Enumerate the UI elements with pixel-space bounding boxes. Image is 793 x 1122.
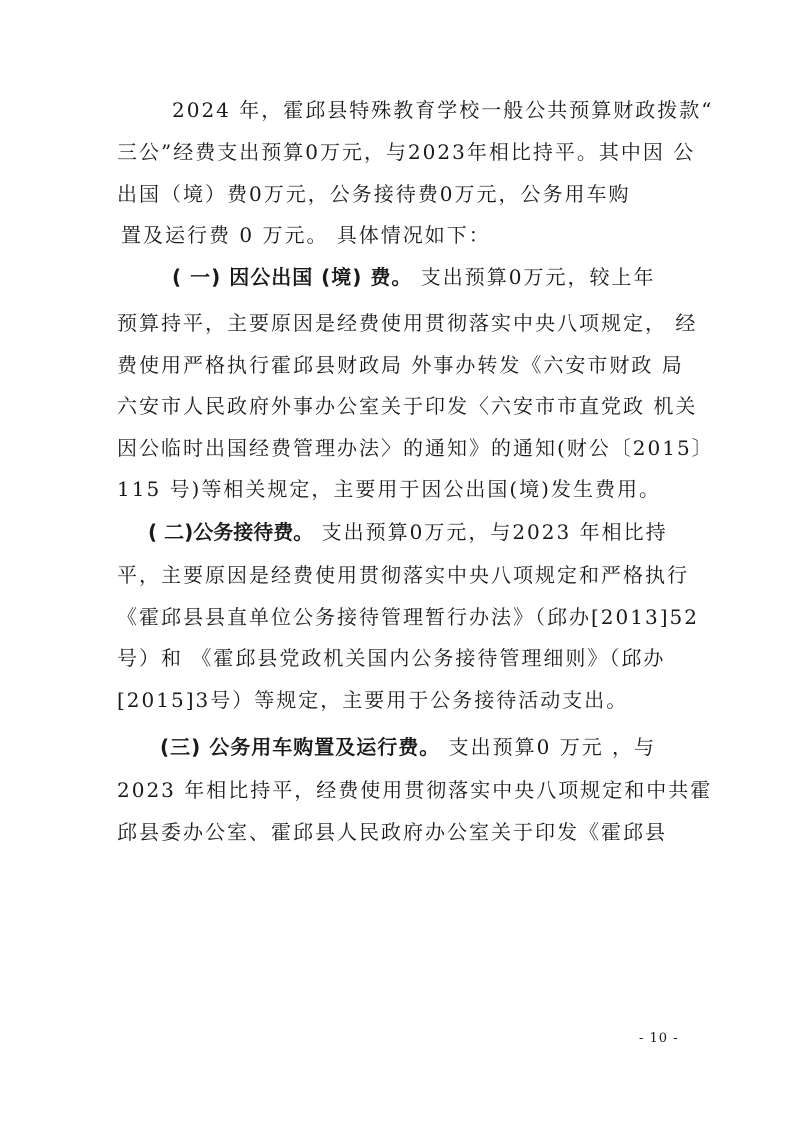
paragraph-4-line-1-text: 支出预算0 万元 ，与 — [448, 735, 657, 759]
section-heading-vehicles: (三) 公务用车购置及运行费。 — [160, 735, 441, 759]
paragraph-1-line-3: 出国（境）费0万元，公务接待费0万元，公务用车购 — [117, 182, 631, 206]
paragraph-2-line-5: 因公临时出国经费管理办法〉的通知》的通知(财公〔2015〕 — [117, 436, 714, 460]
section-heading-reception: ( 二)公务接待费。 — [148, 520, 314, 544]
paragraph-3-line-4: 号）和 《霍邱县党政机关国内公务接待管理细则》（邱办 — [117, 646, 666, 670]
paragraph-2-line-2: 预算持平，主要原因是经费使用贯彻落实中央八项规定， 经 — [117, 311, 698, 335]
paragraph-3-line-5: [2015]3号）等规定，主要用于公务接待活动支出。 — [117, 688, 629, 712]
paragraph-2-line-4: 六安市人民政府外事办公室关于印发〈六安市市直党政 机关 — [117, 394, 698, 418]
paragraph-4-line-3: 邱县委办公室、霍邱县人民政府办公室关于印发《霍邱县 — [117, 820, 667, 844]
paragraph-2-line-6: 115 号)等相关规定，主要用于因公出国(境)发生费用。 — [117, 477, 661, 501]
paragraph-3-line-1-text: 支出预算0万元，与2023 年相比持 — [321, 520, 668, 544]
paragraph-1-line-2: 三公”经费支出预算0万元，与2023年相比持平。其中因 公 — [117, 140, 696, 164]
section-heading-overseas: ( 一) 因公出国 (境) 费。 — [172, 265, 413, 289]
paragraph-4-line-2: 2023 年相比持平，经费使用贯彻落实中央八项规定和中共霍 — [117, 778, 713, 802]
paragraph-3-line-2: 平，主要原因是经费使用贯彻落实中央八项规定和严格执行 — [117, 563, 689, 587]
paragraph-1-line-1: 2024 年，霍邱县特殊教育学校一般公共预算财政拨款“ — [172, 98, 714, 122]
paragraph-2-line-1-text: 支出预算0万元，较上年 — [420, 265, 656, 289]
paragraph-2-line-3: 费使用严格执行霍邱县财政局 外事办转发《六安市财政 局 — [117, 353, 684, 377]
paragraph-1-line-4: 置及运行费 0 万元。 具体情况如下： — [121, 223, 491, 247]
paragraph-4-line-1 — [160, 733, 656, 761]
paragraph-3-line-3: 《霍邱县县直单位公务接待管理暂行办法》（邱办[2013]52 — [117, 605, 699, 629]
paragraph-3-line-1 — [148, 518, 668, 546]
page-number: - 10 - — [639, 1031, 679, 1046]
paragraph-2-line-1 — [172, 263, 656, 291]
